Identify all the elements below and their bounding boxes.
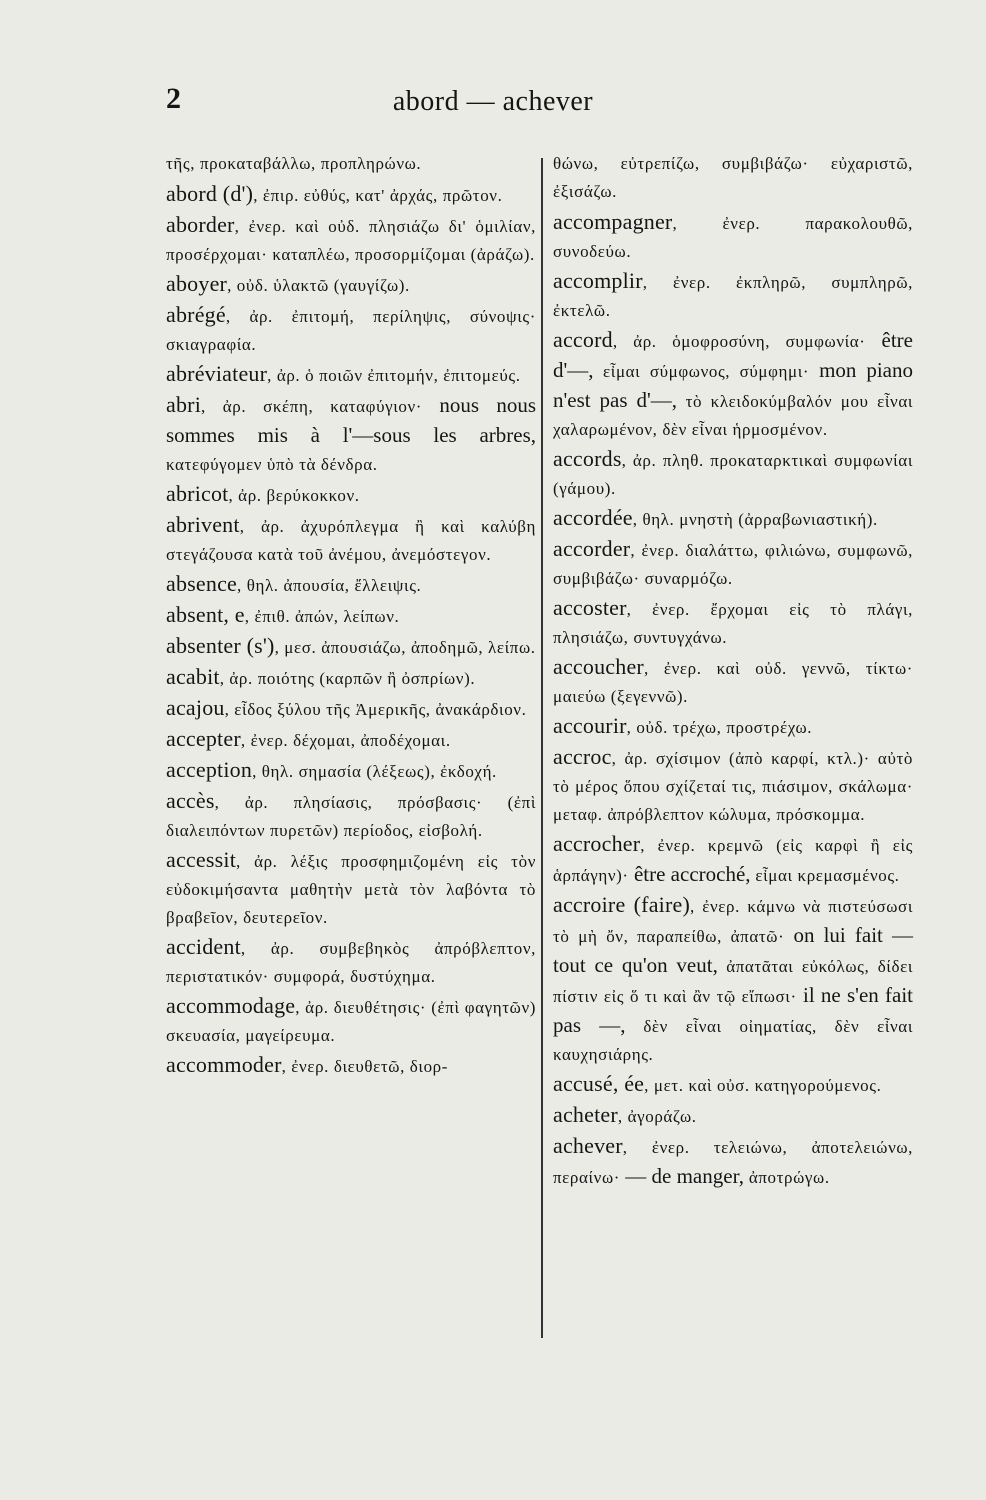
dictionary-entry [166,570,536,600]
greek-definition: , εἶδος ξύλου τῆς Ἀμερικῆς, ἀνακάρδιον. [224,700,527,719]
dictionary-entry [553,743,913,829]
headword: accompagner [553,209,673,234]
greek-definition: , ἀρ. ὁ ποιῶν ἐπιτομήν, ἐπιτομεύς. [267,366,521,385]
headword: accrocher [553,831,641,856]
greek-definition: , ἀρ. λέξις προσφημιζομένη εἰς τὸν εὐδοκιμήσαντα μαθητὴν μετὰ τὸν λαβόντα τὸ βραβεῖον, δευτερεῖον. [166,852,536,927]
headword: accommoder [166,1052,282,1077]
dictionary-entry [166,632,536,662]
headword: accorder [553,536,631,561]
dictionary-entry [553,594,913,652]
dictionary-entry [166,756,536,786]
greek-definition: , ἀγοράζω. [617,1107,697,1126]
headword: accepter [166,726,241,751]
french-phrase: — de manger, [620,1164,744,1188]
headword: achever [553,1133,623,1158]
dictionary-entry [553,712,913,742]
dictionary-entry [553,267,913,325]
left-column [166,150,536,1082]
continuation-text: τῆς, προκαταβάλλω, προπληρώνω. [166,154,422,173]
greek-definition: , ἐνερ. καὶ οὐδ. πλησιάζω δι' ὁμιλίαν, προσέρχομαι· καταπλέω, προσορμίζομαι (ἀράζω). [166,217,536,264]
greek-definition: , ἐπιρ. εὐθύς, κατ' ἀρχάς, πρῶτον. [253,186,503,205]
headword: accords [553,446,622,471]
headword: abricot [166,481,229,506]
greek-definition: , ἀρ. διευθέτησις· (ἐπὶ φαγητῶν) σκευασία, μαγείρευμα. [166,998,536,1045]
dictionary-entry [166,787,536,845]
french-phrase: il ne s'en fait pas —, [553,983,913,1037]
dictionary-entry [166,270,536,300]
headword: absenter (s') [166,633,275,658]
dictionary-entry [553,1132,913,1192]
greek-definition: , ἐνερ. καὶ οὐδ. γεννῶ, τίκτω· μαιεύω (ξεγεννῶ). [553,659,913,706]
greek-definition: ἀπατᾶται εὐκόλως, δίδει πίστιν εἰς ὅ τι καὶ ἂν τῷ εἴπωσι· [553,957,913,1006]
dictionary-entry [553,208,913,266]
greek-definition: , ἀρ. ἐπιτομή, περίληψις, σύνοψις· σκιαγραφία. [166,307,536,354]
greek-definition: , ἀρ. πλησίασις, πρόσβασις· (ἐπὶ διαλειπόντων πυρετῶν) περίοδος, εἰσβολή. [166,793,536,840]
greek-definition: , ἐνερ. διευθετῶ, διορ- [281,1057,449,1076]
dictionary-entry [166,211,536,269]
greek-definition: , ἀρ. ἀχυρόπλεγμα ἢ καὶ καλύβη στεγάζουσα κατὰ τοῦ ἀνέμου, ἀνεμόστεγον. [166,517,536,564]
greek-definition: τὸ κλειδοκύμβαλόν μου εἶναι χαλαρωμένον, δὲν εἶναι ἡρμοσμένον. [553,392,913,439]
greek-definition: , ἐπιθ. ἀπών, λείπων. [244,607,400,626]
headword: accoster [553,595,627,620]
greek-definition: , ἐνερ. κρεμνῶ (εἰς καρφὶ ἢ εἰς ἁρπάγην)· [553,836,913,885]
greek-definition: , οὐδ. ὑλακτῶ (γαυγίζω). [227,276,410,295]
headword: accord [553,327,613,352]
french-phrase: nous nous sommes mis à l'—sous les arbres, [166,393,536,447]
greek-definition: , ἀρ. σχίσιμον (ἀπὸ καρφί, κτλ.)· αὐτὸ τὸ μέρος ὅπου σχίζεταί τις, πιάσιμον, σκάλωμα· μεταφ. ἀπρόβλεπτον κώλυμα, πρόσκομμα. [553,749,913,824]
dictionary-entry [166,601,536,631]
greek-definition: , ἀρ. σκέπη, καταφύγιον· [201,397,423,416]
greek-definition: , ἐνερ. δέχομαι, ἀποδέχομαι. [240,731,451,750]
greek-definition: , μεσ. ἀπουσιάζω, ἀποδημῶ, λείπω. [274,638,536,657]
headword: abrivent [166,512,240,537]
dictionary-entry [166,992,536,1050]
french-phrase: mon piano n'est pas d'—, [553,358,913,412]
headword: accommodage [166,993,296,1018]
greek-definition: , ἐνερ. κάμνω νὰ πιστεύσωσι τὸ μὴ ὄν, παραπείθω, ἀπατῶ· [553,897,913,946]
greek-definition: , ἐνερ. παρακολουθῶ, συνοδεύω. [553,214,913,261]
headword: acajou [166,695,225,720]
dictionary-entry [553,1101,913,1131]
greek-definition: , ἀρ. πληθ. προκαταρκτικαὶ συμφωνίαι (γάμου). [553,451,913,498]
headword: accessit [166,847,237,872]
headword: accroc [553,744,612,769]
greek-definition: , θηλ. μνηστὴ (ἀρραβωνιαστική). [632,510,878,529]
french-phrase: être accroché, [628,862,751,886]
dictionary-entry [166,180,536,210]
headword: absent, e [166,602,245,627]
greek-definition: ἀποτρώγω. [743,1168,830,1187]
dictionary-entry [166,1051,536,1081]
dictionary-entry [553,445,913,503]
greek-definition: , θηλ. σημασία (λέξεως), ἐκδοχή. [252,762,497,781]
right-column [553,150,913,1193]
headword: acception [166,757,253,782]
dictionary-entry [553,830,913,890]
dictionary-entry [553,535,913,593]
dictionary-entry [553,891,913,1069]
greek-definition: εἶμαι κρεμασμένος. [750,866,900,885]
greek-definition: εἶμαι σύμφωνος, σύμφημι· [593,362,810,381]
greek-definition: , ἀρ. ποιότης (καρπῶν ἢ ὀσπρίων). [219,669,476,688]
dictionary-entry [166,480,536,510]
greek-definition: , ἀρ. βερύκοκκον. [228,486,360,505]
headword: absence [166,571,238,596]
french-phrase: on lui fait — tout ce qu'on veut, [553,923,913,977]
greek-definition: , ἐνερ. διαλάττω, φιλιώνω, συμφωνῶ, συμβιβάζω· συναρμόζω. [553,541,913,588]
greek-definition: , οὐδ. τρέχω, προστρέχω. [626,718,813,737]
headword: acheter [553,1102,618,1127]
headword: aborder [166,212,235,237]
greek-definition: , ἀρ. ὁμοφροσύνη, συμφωνία· [612,332,866,351]
left-entries [166,180,536,1081]
headword: abréviateur [166,361,268,386]
continuation-text: θώνω, εὐτρεπίζω, συμβιβάζω· εὐχαριστῶ, ἐξισάζω. [553,154,913,201]
dictionary-entry [553,504,913,534]
page-number: 2 [166,82,181,115]
dictionary-entry [553,653,913,711]
dictionary-entry [166,933,536,991]
dictionary-entry [166,694,536,724]
dictionary-entry [553,326,913,444]
greek-definition: κατεφύγομεν ὑπὸ τὰ δένδρα. [166,455,378,474]
headword: aboyer [166,271,228,296]
dictionary-entry [166,301,536,359]
headword: abrégé [166,302,226,327]
headword: accourir [553,713,627,738]
dictionary-entry [553,1070,913,1100]
greek-definition: , ἐνερ. ἔρχομαι εἰς τὸ πλάγι, πλησιάζω, συντυγχάνω. [553,600,913,647]
greek-definition: , ἐνερ. τελειώνω, ἀποτελειώνω, περαίνω· [553,1138,913,1187]
greek-definition: , μετ. καὶ οὐσ. κατηγορούμενος. [644,1076,882,1095]
column-divider [541,158,543,1338]
dictionary-entry [166,360,536,390]
dictionary-entry [166,663,536,693]
headword: accordée [553,505,633,530]
headword: accroire (faire) [553,892,691,917]
headword: accusé, ée [553,1071,645,1096]
dictionary-entry [166,725,536,755]
running-title: abord — achever [392,86,594,117]
dictionary-entry [166,511,536,569]
headword: abri [166,392,202,417]
headword: accoucher [553,654,644,679]
right-entries [553,208,913,1192]
greek-definition: , ἀρ. συμβεβηκὸς ἀπρόβλεπτον, περιστατικόν· συμφορά, δυστύχημα. [166,939,536,986]
dictionary-entry [166,846,536,932]
headword: accident [166,934,241,959]
headword: abord (d') [166,181,254,206]
greek-definition: , ἐνερ. ἐκπληρῶ, συμπληρῶ, ἐκτελῶ. [553,273,913,320]
dictionary-entry [166,391,536,479]
greek-definition: , θηλ. ἀπουσία, ἔλλειψις. [237,576,422,595]
headword: accès [166,788,215,813]
headword: accomplir [553,268,643,293]
headword: acabit [166,664,220,689]
greek-definition: δὲν εἶναι οἰηματίας, δὲν εἶναι καυχησιάρης. [553,1017,913,1064]
french-phrase: être d'—, [553,328,913,382]
